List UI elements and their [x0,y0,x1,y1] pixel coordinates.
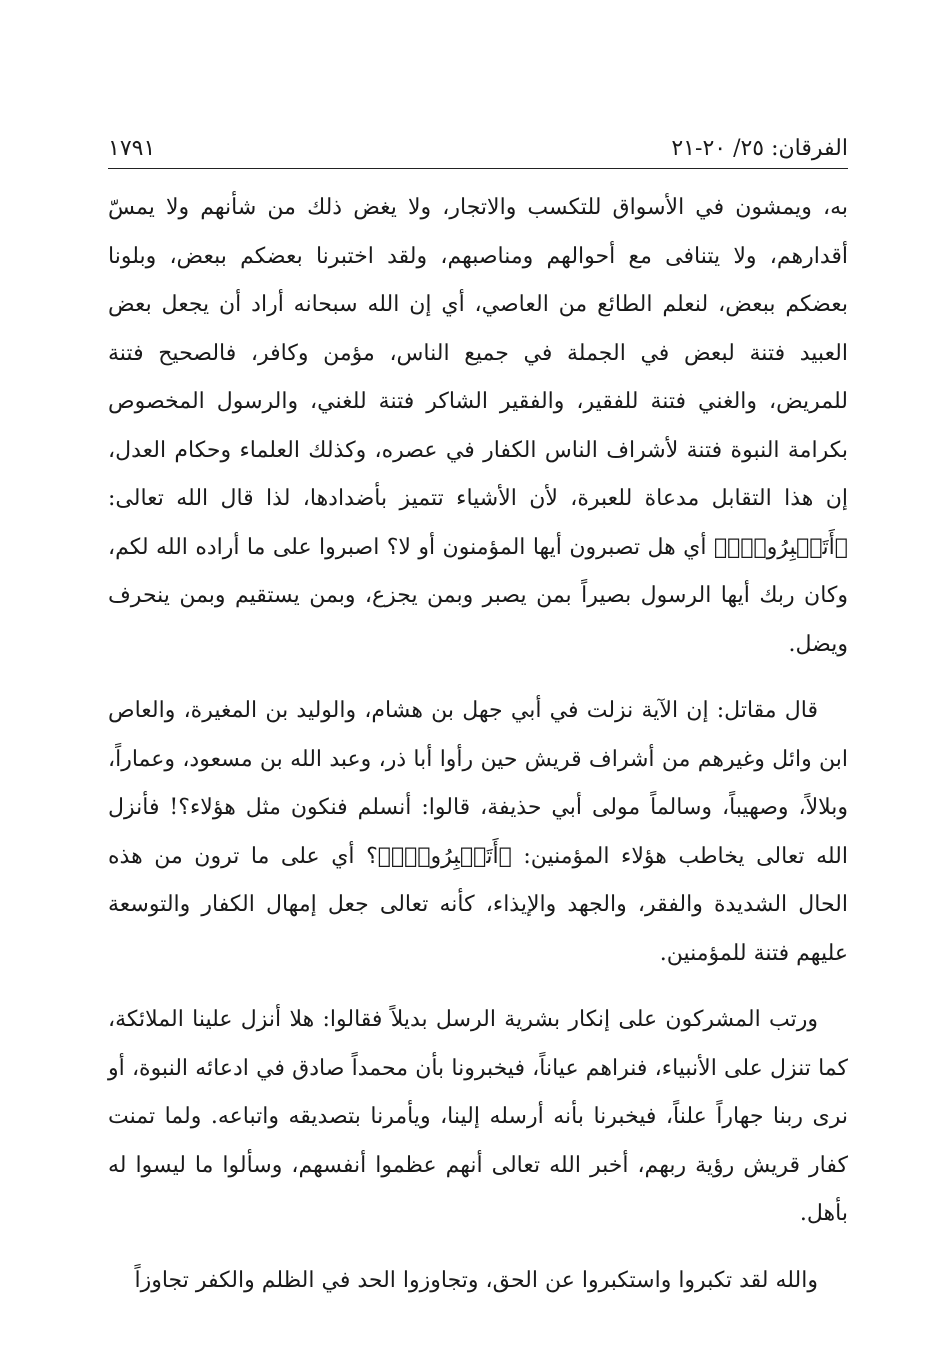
chapter-reference: الفرقان: ٢٥/ ٢٠-٢١ [671,136,848,161]
header-rule [108,168,848,169]
paragraph-1: به، ويمشون في الأسواق للتكسب والاتجار، ولا يغض ذلك من شأنهم ولا يمسّ أقدارهم، ولا يتنافى مع أحوالهم ومناصبهم، ولقد اختبرنا بعضكم ببعض، وبلونا بعضكم ببعض، لنعلم الطائع من العاصي، أي إن الله سبحانه أراد أن يجعل بعض العبيد فتنة لبعض في الجملة في جميع الناس، مؤمن وكافر، فالصحيح فتنة للمريض، والغني فتنة للفقير، والفقير الشاكر فتنة للغني، والرسول المخصوص بكرامة النبوة فتنة لأشراف الناس الكفار في عصره، وكذلك العلماء وحكام العدل، إن هذا التقابل مدعاة للعبرة، لأن الأشياء تتميز بأضدادها، لذا قال الله تعالى: ﴿أَتَصۡبِرُونَۗ﴾ أي هل تصبرون أيها المؤمنون أو لا؟ اصبروا على ما أراده الله لكم، وكان ربك أيها الرسول بصيراً بمن يصبر وبمن يجزع، وبمن يستقيم وبمن ينحرف ويضل. [108,195,848,657]
page-number: ١٧٩١ [108,136,156,161]
body-text [108,184,848,1323]
running-head [108,128,848,168]
paragraph-4: والله لقد تكبروا واستكبروا عن الحق، وتجاوزوا الحد في الظلم والكفر تجاوزاً [134,1267,818,1293]
paragraph-2: قال مقاتل: إن الآية نزلت في أبي جهل بن هشام، والوليد بن المغيرة، والعاص ابن وائل وغيرهم من أشراف قريش حين رأوا أبا ذر، وعبد الله بن مسعود، وعماراً، وبلالاً، وصهيباً، وسالماً مولى أبي حذيفة، قالوا: أنسلم فنكون مثل هؤلاء؟! فأنزل الله تعالى يخاطب هؤلاء المؤمنين: ﴿أَتَصۡبِرُونَۗ﴾؟ أي على ما ترون من هذه الحال الشديدة والفقر، والجهد والإيذاء، كأنه تعالى جعل إمهال الكفار والتوسعة عليهم فتنة للمؤمنين. [108,698,848,966]
paragraph-3: ورتب المشركون على إنكار بشرية الرسل بديلاً فقالوا: هلا أنزل علينا الملائكة، كما تنزل على الأنبياء، فنراهم عياناً، فيخبرونا بأن محمداً صادق في ادعائه النبوة، أو نرى ربنا جهاراً علناً، فيخبرنا بأنه أرسله إلينا، ويأمرنا بتصديقه واتباعه. ولما تمنت كفار قريش رؤية ربهم، أخبر الله تعالى أنهم عظموا أنفسهم، وسألوا ما ليسوا له بأهل. [108,1007,848,1226]
